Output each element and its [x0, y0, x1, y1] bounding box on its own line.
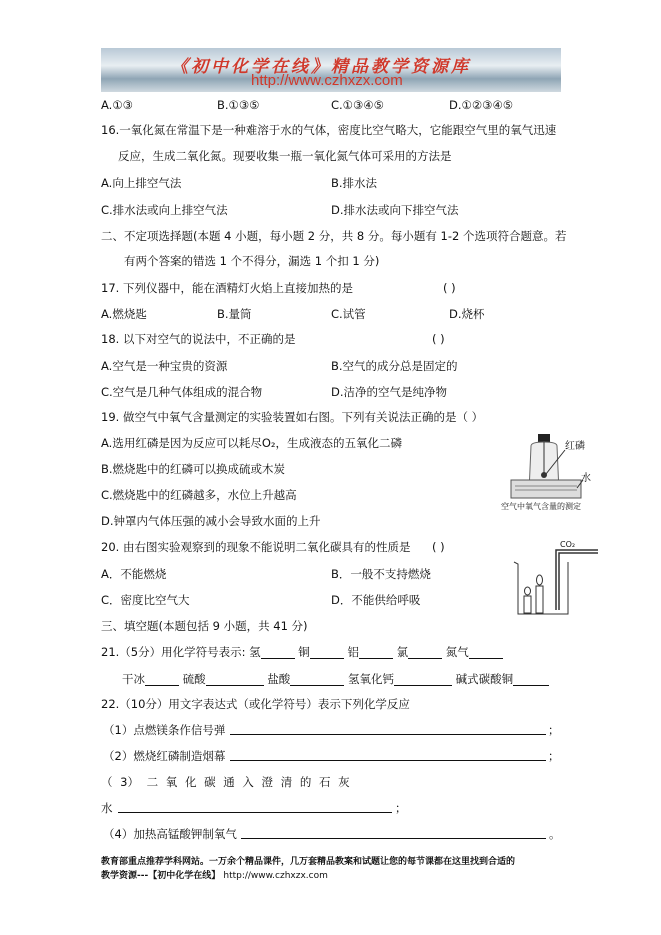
q16-option-b: B.排水法	[331, 176, 378, 190]
q21-label: 铜	[298, 645, 310, 659]
q16-stem-cont: 反应，生成二氧化氮。现要收集一瓶一氧化氮气体可采用的方法是	[118, 149, 452, 163]
q22-item-3: （ 3） 二 氧 化 碳 通 入 澄 清 的 石 灰	[101, 775, 350, 789]
q21-row2	[122, 672, 549, 686]
answer-blank[interactable]	[310, 647, 344, 659]
label-water: 水	[581, 473, 591, 484]
answer-blank[interactable]	[230, 749, 546, 761]
co2-label: CO₂	[560, 540, 576, 549]
semicolon: ；	[548, 749, 560, 763]
q16-option-a: A.向上排空气法	[101, 176, 182, 190]
q21-label: 铝	[347, 645, 359, 659]
q20-answer-paren: ( )	[432, 540, 445, 554]
q15-option-d: D.①②③④⑤	[449, 98, 514, 112]
answer-blank[interactable]	[118, 801, 392, 813]
answer-blank[interactable]	[469, 647, 503, 659]
q21-label: 硫酸	[182, 672, 206, 686]
q20-candle-figure	[510, 538, 600, 618]
q19-stem: 19. 做空气中氧气含量测定的实验装置如右图。下列有关说法正确的是（ ）	[101, 410, 484, 424]
q21-label: 碱式碳酸铜	[455, 672, 514, 686]
footer-site-name: 教学资源---【初中化学在线】	[101, 871, 221, 881]
answer-blank[interactable]	[230, 723, 546, 735]
banner-url: http://www.czhxzx.com	[251, 72, 403, 89]
q21-label: 氯	[396, 645, 409, 659]
banner-title: 《初中化学在线》精品教学资源库	[171, 57, 471, 77]
q16-option-d: D.排水法或向下排空气法	[331, 203, 459, 217]
q19-option-b: B.燃烧匙中的红磷可以换成硫或木炭	[101, 462, 286, 476]
answer-blank[interactable]	[206, 674, 264, 686]
answer-blank[interactable]	[359, 647, 393, 659]
period: 。	[549, 827, 561, 841]
q22-item-3-cont: 水	[101, 801, 113, 815]
answer-blank[interactable]	[394, 674, 452, 686]
q21-row1	[101, 645, 503, 659]
q20-stem: 20. 由右图实验观察到的现象不能说明二氧化碳具有的性质是	[101, 540, 411, 554]
footer-line1: 教育部重点推荐学科网站。一万余个精品课件，几万套精品教案和试题让您的每节课都在这里找到合适的	[101, 857, 516, 867]
q21-label: 氢	[249, 645, 261, 659]
q21-label: 氢氧化钙	[347, 672, 394, 686]
q18-option-a: A.空气是一种宝贵的资源	[101, 359, 228, 373]
footer-line2	[101, 869, 328, 883]
q19-option-c: C.燃烧匙中的红磷越多，水位上升越高	[101, 488, 297, 502]
semicolon: ；	[548, 723, 560, 737]
q19-apparatus-figure	[497, 432, 592, 514]
q19-option-a: A.选用红磷是因为反应可以耗尽O₂，生成液态的五氧化二磷	[101, 436, 402, 450]
section3-heading: 三、填空题(本题包括 9 小题，共 41 分)	[101, 619, 308, 633]
section2-heading-cont: 有两个答案的错选 1 个不得分，漏选 1 个扣 1 分)	[124, 254, 380, 268]
header-banner	[101, 48, 561, 92]
q22-item-2: （2）燃烧红磷制造烟幕	[103, 749, 226, 763]
q15-option-c: C.①③④⑤	[331, 98, 384, 112]
q17-stem: 17. 下列仪器中，能在酒精灯火焰上直接加热的是	[101, 281, 353, 295]
answer-blank[interactable]	[261, 647, 295, 659]
q18-stem: 18. 以下对空气的说法中，不正确的是	[101, 332, 296, 346]
q16-option-c: C.排水法或向上排空气法	[101, 203, 228, 217]
q15-option-a: A.①③	[101, 98, 133, 112]
q17-answer-paren: ( )	[443, 281, 456, 295]
q22-heading: 22.（10分）用文字表达式（或化学符号）表示下列化学反应	[101, 697, 410, 711]
q19-option-d: D.钟罩内气体压强的减小会导致水面的上升	[101, 514, 321, 528]
q18-option-c: C.空气是几种气体组成的混合物	[101, 385, 263, 399]
q18-option-b: B.空气的成分总是固定的	[331, 359, 458, 373]
q21-label: 氮气	[445, 645, 469, 659]
q17-option-d: D.烧杯	[449, 307, 485, 321]
q18-option-d: D.洁净的空气是纯净物	[331, 385, 448, 399]
q20-option-d: D．不能供给呼吸	[331, 593, 421, 607]
answer-blank[interactable]	[513, 674, 549, 686]
q20-option-b: B．一般不支持燃烧	[331, 567, 431, 581]
semicolon: ；	[395, 801, 407, 815]
q16-stem: 16.一氧化氮在常温下是一种难溶于水的气体，密度比空气略大，它能跟空气里的氧气迅速	[101, 123, 557, 137]
answer-blank[interactable]	[241, 827, 546, 839]
q17-option-c: C.试管	[331, 307, 366, 321]
q18-answer-paren: ( )	[432, 332, 445, 346]
q21-label: 盐酸	[267, 672, 291, 686]
answer-blank[interactable]	[408, 647, 442, 659]
q21-label: 干冰	[122, 672, 145, 686]
answer-blank[interactable]	[145, 674, 179, 686]
label-red-phosphorus: 红磷	[565, 441, 585, 452]
q21-heading: 21.（5分）用化学符号表示:	[101, 645, 246, 659]
q22-item-1: （1）点燃镁条作信号弹	[103, 723, 226, 737]
q15-option-b: B.①③⑤	[217, 98, 260, 112]
section2-heading: 二、不定项选择题(本题 4 小题，每小题 2 分，共 8 分。每小题有 1-2 个选项符合题意。若	[101, 229, 567, 243]
q17-option-a: A.燃烧匙	[101, 307, 147, 321]
q22-item-4: （4）加热高锰酸钾制氧气	[103, 827, 237, 841]
footer-url[interactable]: http://www.czhxzx.com	[223, 871, 328, 881]
figure-caption: 空气中氧气含量的测定	[501, 502, 581, 511]
q20-option-a: A．不能燃烧	[101, 567, 167, 581]
q17-option-b: B.量筒	[217, 307, 252, 321]
answer-blank[interactable]	[290, 674, 344, 686]
beaker-candles-drawing	[510, 538, 600, 618]
q20-option-c: C．密度比空气大	[101, 593, 190, 607]
